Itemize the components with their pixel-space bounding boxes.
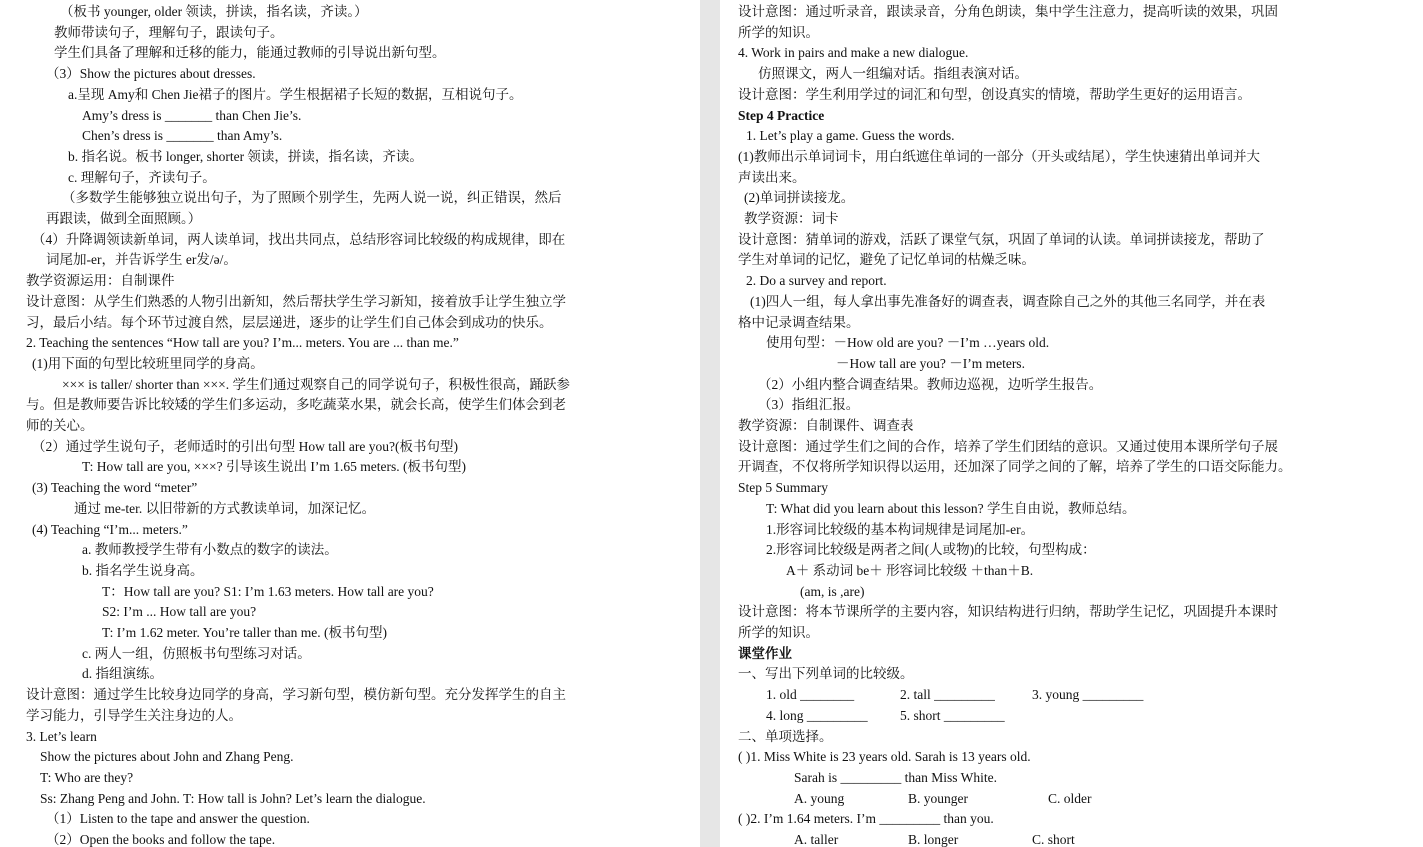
left-page-line: ××× is taller/ shorter than ×××. 学生们通过观察自己的同学说句子，积极性很高，踊跃参 (62, 376, 571, 392)
right-page-line: A＋ 系动词 be＋ 形容词比较级 ＋than＋B. (786, 562, 1034, 578)
left-page-line: T：How tall are you? S1: I’m 1.63 meters. How tall are you? (102, 583, 434, 599)
left-page-line: 设计意图：从学生们熟悉的人物引出新知，然后帮扶学生学习新知，接着放手让学生独立学 (26, 293, 566, 309)
left-page-line: Ss: Zhang Peng and John. T: How tall is John? Let’s learn the dialogue. (40, 790, 426, 806)
right-page-line: 格中记录调查结果。 (738, 314, 860, 330)
left-page-line: 教学资源运用：自制课件 (26, 273, 175, 289)
left-page-line: 学生们具备了理解和迁移的能力，能通过教师的引导说出新句型。 (54, 45, 446, 61)
right-page-line: （2）小组内整合调查结果。教师边巡视，边听学生报告。 (758, 376, 1103, 392)
left-page-line: T: How tall are you, ×××? 引导该生说出 I’m 1.65 meters. (板书句型) (82, 459, 466, 475)
exercise-item: 2. tall _________ (900, 687, 995, 703)
left-page-line: （多数学生能够独立说出句子，为了照顾个别学生，先两人说一说，纠正错误，然后 (62, 190, 562, 206)
exercise-item: 5. short _________ (900, 707, 1005, 723)
left-page-line: （板书 younger, older 领读，拼读，指名读，齐读。） (60, 4, 368, 19)
right-page-line: 二、单项选择。 (738, 728, 833, 744)
document-page-right (720, 0, 1423, 847)
choice-option: B. younger (908, 790, 968, 806)
choice-option: B. longer (908, 832, 959, 847)
left-page-line: 师的关心。 (26, 418, 94, 433)
right-page-line: 1. Let’s play a game. Guess the words. (746, 128, 955, 144)
right-page-line: (am, is ,are) (800, 583, 865, 599)
left-page-line: 习，最后小结。每个环节过渡自然，层层递进，逐步的让学生们自己体会到成功的快乐。 (26, 314, 553, 330)
right-page-line: （3）指组汇报。 (758, 397, 860, 413)
right-page-line: 课堂作业 (738, 645, 792, 661)
left-page-line: （2）通过学生说句子，老师适时的引出句型 How tall are you?(板书句型) (32, 438, 458, 454)
exercise-item: 4. long _________ (766, 707, 868, 723)
page-gutter (700, 0, 720, 847)
right-page-line: T: What did you learn about this lesson? 学生自由说，教师总结。 (766, 500, 1136, 516)
choice-option: A. young (794, 790, 845, 806)
right-page-line: 所学的知识。 (738, 24, 819, 40)
right-page-line: 教学资源：自制课件、调查表 (738, 418, 914, 433)
right-page-line: 设计意图：学生利用学过的词汇和句型，创设真实的情境，帮助学生更好的运用语言。 (738, 86, 1251, 102)
left-page-line: S2: I’m ... How tall are you? (102, 604, 257, 620)
left-page-line: 3. Let’s learn (26, 728, 97, 744)
right-page-line: 仿照课文，两人一组编对话。指组表演对话。 (758, 66, 1028, 82)
left-page-line: T: I’m 1.62 meter. You’re taller than me. (板书句型) (102, 625, 388, 640)
left-page-line: 2. Teaching the sentences “How tall are you? I’m... meters. You are ... than me.” (26, 335, 459, 351)
left-page-line: c. 理解句子，齐读句子。 (68, 169, 216, 185)
right-page-line: 设计意图：猜单词的游戏，活跃了课堂气氛，巩固了单词的认读。单词拼读接龙，帮助了 (738, 231, 1265, 247)
right-page-line: (1)四人一组，每人拿出事先准备好的调查表，调查除自己之外的其他三名同学，并在表 (750, 293, 1266, 309)
left-page-line: 教师带读句子，理解句子，跟读句子。 (54, 24, 284, 40)
left-page-line: 词尾加-er，并告诉学生 er发/ə/。 (46, 252, 237, 268)
choice-option: C. older (1048, 790, 1092, 806)
left-page-line: (4) Teaching “I’m... meters.” (32, 521, 188, 537)
left-page-line: 设计意图：通过学生比较身边同学的身高，学习新句型，模仿新句型。充分发挥学生的自主 (26, 687, 566, 703)
right-page-line: Step 4 Practice (738, 107, 825, 123)
left-page-line: Amy’s dress is _______ than Chen Jie’s. (82, 107, 302, 123)
right-page-line: 一、写出下列单词的比较级。 (738, 666, 914, 682)
right-page-line: 设计意图：将本节课所学的主要内容，知识结构进行归纳，帮助学生记忆，巩固提升本课时 (738, 604, 1278, 620)
left-page-line: 学习能力，引导学生关注身边的人。 (26, 707, 242, 723)
right-page-line: Sarah is _________ than Miss White. (794, 769, 997, 785)
left-page-line: （1）Listen to the tape and answer the question. (46, 811, 310, 827)
right-page-line: 设计意图：通过学生们之间的合作，培养了学生们团结的意识。又通过使用本课所学句子展 (738, 438, 1278, 454)
left-page-line: a.呈现 Amy和 Chen Jie裙子的图片。学生根据裙子长短的数据，互相说句子。 (68, 86, 523, 102)
left-page-line: Chen’s dress is _______ than Amy’s. (82, 128, 283, 144)
exercise-item: 1. old ________ (766, 687, 855, 703)
right-page-line: 2.形容词比较级是两者之间(人或物)的比较，句型构成： (766, 542, 1096, 558)
right-page-line: 使用句型：－How old are you? －I’m …years old. (766, 335, 1050, 351)
left-page-line: 通过 me-ter. 以旧带新的方式教读单词，加深记忆。 (74, 500, 376, 516)
right-page-line: 设计意图：通过听录音，跟读录音，分角色朗读，集中学生注意力，提高听读的效果，巩固 (738, 4, 1278, 19)
left-page-line: c. 两人一组，仿照板书句型练习对话。 (82, 645, 311, 661)
exercise-item: 3. young _________ (1032, 687, 1144, 703)
right-page-line: 所学的知识。 (738, 625, 819, 640)
left-page-line: （2）Open the books and follow the tape. (46, 832, 276, 847)
left-page-line: (3) Teaching the word “meter” (32, 480, 198, 496)
right-page-line: ( )2. I’m 1.64 meters. I’m _________ than you. (738, 811, 994, 827)
left-page-line: Show the pictures about John and Zhang Peng. (40, 749, 294, 765)
document-page-left (0, 0, 700, 847)
left-page-line: （3）Show the pictures about dresses. (46, 66, 256, 82)
right-page-line: 2. Do a survey and report. (746, 273, 887, 289)
right-page-line: －How tall are you? －I’m meters. (836, 355, 1025, 371)
right-page-line: (2)单词拼读接龙。 (744, 190, 855, 206)
left-page-line: a. 教师教授学生带有小数点的数字的读法。 (82, 542, 338, 558)
left-page-line: b. 指名学生说身高。 (82, 562, 204, 578)
right-page-line: 1.形容词比较级的基本构词规律是词尾加-er。 (766, 521, 1035, 537)
right-page-line: 开调查，不仅将所学知识得以运用，还加深了同学之间的了解，培养了学生的口语交际能力。 (738, 459, 1292, 475)
right-page-line: 教学资源：词卡 (744, 211, 839, 226)
choice-option: A. taller (794, 832, 839, 847)
choice-option: C. short (1032, 832, 1075, 847)
right-page-line: (1)教师出示单词词卡，用白纸遮住单词的一部分（开头或结尾），学生快速猜出单词并大 (738, 148, 1260, 164)
left-page-line: (1)用下面的句型比较班里同学的身高。 (32, 355, 264, 371)
left-page-line: 再跟读，做到全面照顾。） (46, 211, 202, 226)
right-page-line: 声读出来。 (738, 169, 806, 185)
left-page-line: T: Who are they? (40, 769, 134, 785)
left-page-line: b. 指名说。板书 longer, shorter 领读，拼读，指名读，齐读。 (68, 148, 423, 164)
left-page-line: （4）升降调领读新单词，两人读单词，找出共同点，总结形容词比较级的构成规律，即在 (32, 231, 566, 247)
right-page-line: ( )1. Miss White is 23 years old. Sarah is 13 years old. (738, 749, 1031, 765)
right-page-line: 学生对单词的记忆，避免了记忆单词的枯燥乏味。 (738, 252, 1035, 268)
left-page-line: d. 指组演练。 (82, 666, 163, 682)
right-page-line: Step 5 Summary (738, 480, 828, 496)
right-page-line: 4. Work in pairs and make a new dialogue. (738, 45, 969, 61)
left-page-line: 与。但是教师要告诉比较矮的学生们多运动，多吃蔬菜水果，就会长高，使学生们体会到老 (26, 397, 566, 413)
